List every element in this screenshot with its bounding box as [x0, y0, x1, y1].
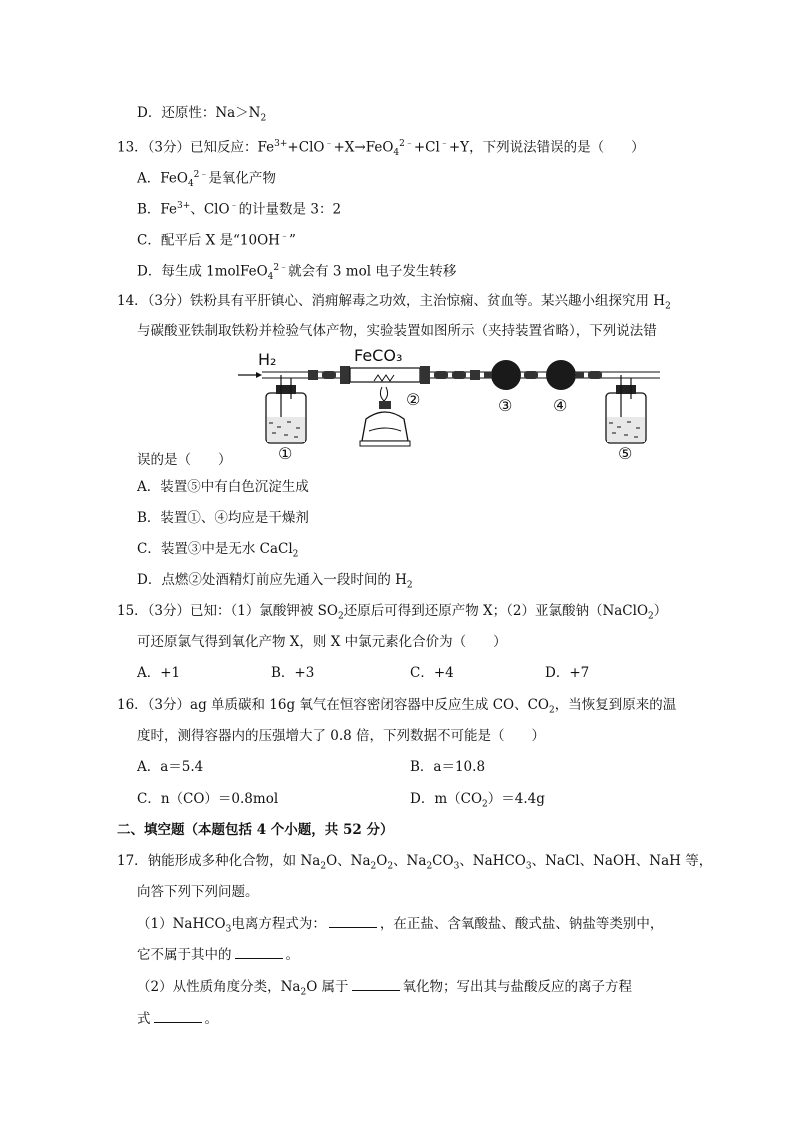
answer-blank-1[interactable] [329, 915, 377, 928]
label-5: ⑤ [618, 444, 633, 463]
q14-option-d: D．点燃②处酒精灯前应先通入一段时间的 $H_2$ [137, 572, 413, 591]
q14-stem-line1: 14．（3分）铁粉具有平肝镇心、消痈解毒之功效，主治惊痫、贫血等。某兴趣小组探究用 $H_2$ [117, 293, 671, 312]
q14-stem-line2: 与碳酸亚铁制取铁粉并检验气体产物，实验装置如图所示（夹持装置省略），下列说法错 [137, 323, 657, 339]
q17-line6: 式 。 [137, 1011, 218, 1027]
q14-option-b: B．装置①、④均应是干燥剂 [137, 510, 309, 526]
apparatus-diagram [236, 345, 664, 463]
combustion-tube [340, 366, 430, 384]
q17-line5: （2）从性质角度分类，$Na_2O$ 属于 氧化物；写出其与盐酸反应的离子方程 [137, 979, 633, 998]
q14-stem-line3: 误的是（ ） [137, 452, 232, 468]
q13-option-c: C．配平后 X 是“10OH﹣” [137, 232, 296, 249]
q15-stem-line1: 15．（3分）已知：（1）氯酸钾被 $SO_2$还原后可得到还原产物 X；（2）亚氯酸钠（NaClO$_2$） [117, 603, 668, 622]
h2-label: H₂ [258, 350, 277, 369]
q15-option-b: B．+3 [271, 665, 315, 681]
label-2: ② [406, 390, 421, 409]
q13-option-d: D．每生成 1molFeO$_4^{2﹣}$就会有 3 mol 电子发生转移 [137, 263, 457, 283]
q17-line3: （1）NaHCO$_3$电离方程式为： ，在正盐、含氧酸盐、酸式盐、钠盐等类别中， [137, 916, 664, 935]
q17-line4: 它不属于其中的 。 [137, 947, 299, 963]
q15-option-a: A．+1 [137, 665, 181, 681]
q13-option-b: B．$Fe^{3+}$、ClO﹣的计量数是 3：2 [137, 201, 342, 218]
q12-option-d: D．还原性：$Na>N_2$ [137, 105, 267, 124]
inlet-arrowhead [256, 372, 262, 378]
q15-stem-line2: 可还原氯气得到氧化产物 X，则 X 中氯元素化合价为（ ） [137, 634, 507, 650]
q16-option-a: A．a＝5.4 [137, 759, 204, 775]
q14-option-a: A．装置⑤中有白色沉淀生成 [137, 479, 309, 495]
answer-blank-2[interactable] [235, 946, 283, 959]
q16-stem-line1: 16．（3分）ag 单质碳和 16g 氧气在恒容密闭容器中反应生成 CO、$CO_2$，当恢复到原来的温 [117, 697, 677, 716]
section-2-heading: 二、填空题（本题包括 4 个小题，共 52 分） [117, 822, 394, 838]
q13-option-a: A．FeO$_4^{2﹣}$是氧化产物 [137, 170, 276, 190]
label-3: ③ [498, 396, 513, 415]
q16-option-c: C．n（CO）＝0.8mol [137, 791, 279, 807]
alcohol-lamp [360, 387, 410, 446]
label-4: ④ [553, 396, 568, 415]
q16-option-d: D．$m(CO_2)=4.4g$ [410, 791, 545, 810]
q14-option-c: C．装置③中是无水 CaCl$_2$ [137, 541, 299, 560]
q17-line1: 17．钠能形成多种化合物，如 $Na_2O$、$Na_2O_2$、$Na_2CO_3$、NaHCO$_3$、NaCl、NaOH、NaH 等， [117, 853, 713, 872]
q16-option-b: B．a＝10.8 [410, 759, 486, 775]
q13-stem: 13．（3分）已知反应：$Fe^{3+}+ClO^﹣+X\to FeO_4^{2﹣}+Cl^﹣+Y$，下列说法错误的是（ ） [117, 139, 645, 159]
q17-line2: 向答下列下列问题。 [137, 884, 259, 900]
answer-blank-4[interactable] [154, 1010, 202, 1023]
answer-blank-3[interactable] [352, 978, 400, 991]
q16-stem-line2: 度时，测得容器内的压强增大了 0.8 倍，下列数据不可能是（ ） [137, 728, 546, 744]
bottle-1 [266, 375, 306, 443]
q15-option-c: C．+4 [410, 665, 454, 681]
bulb-3 [484, 360, 521, 390]
label-1: ① [278, 444, 293, 463]
feco3-label: FeCO₃ [354, 346, 403, 365]
bulb-4 [546, 360, 584, 390]
q15-option-d: D．+7 [545, 665, 590, 681]
bottle-5 [606, 375, 646, 443]
